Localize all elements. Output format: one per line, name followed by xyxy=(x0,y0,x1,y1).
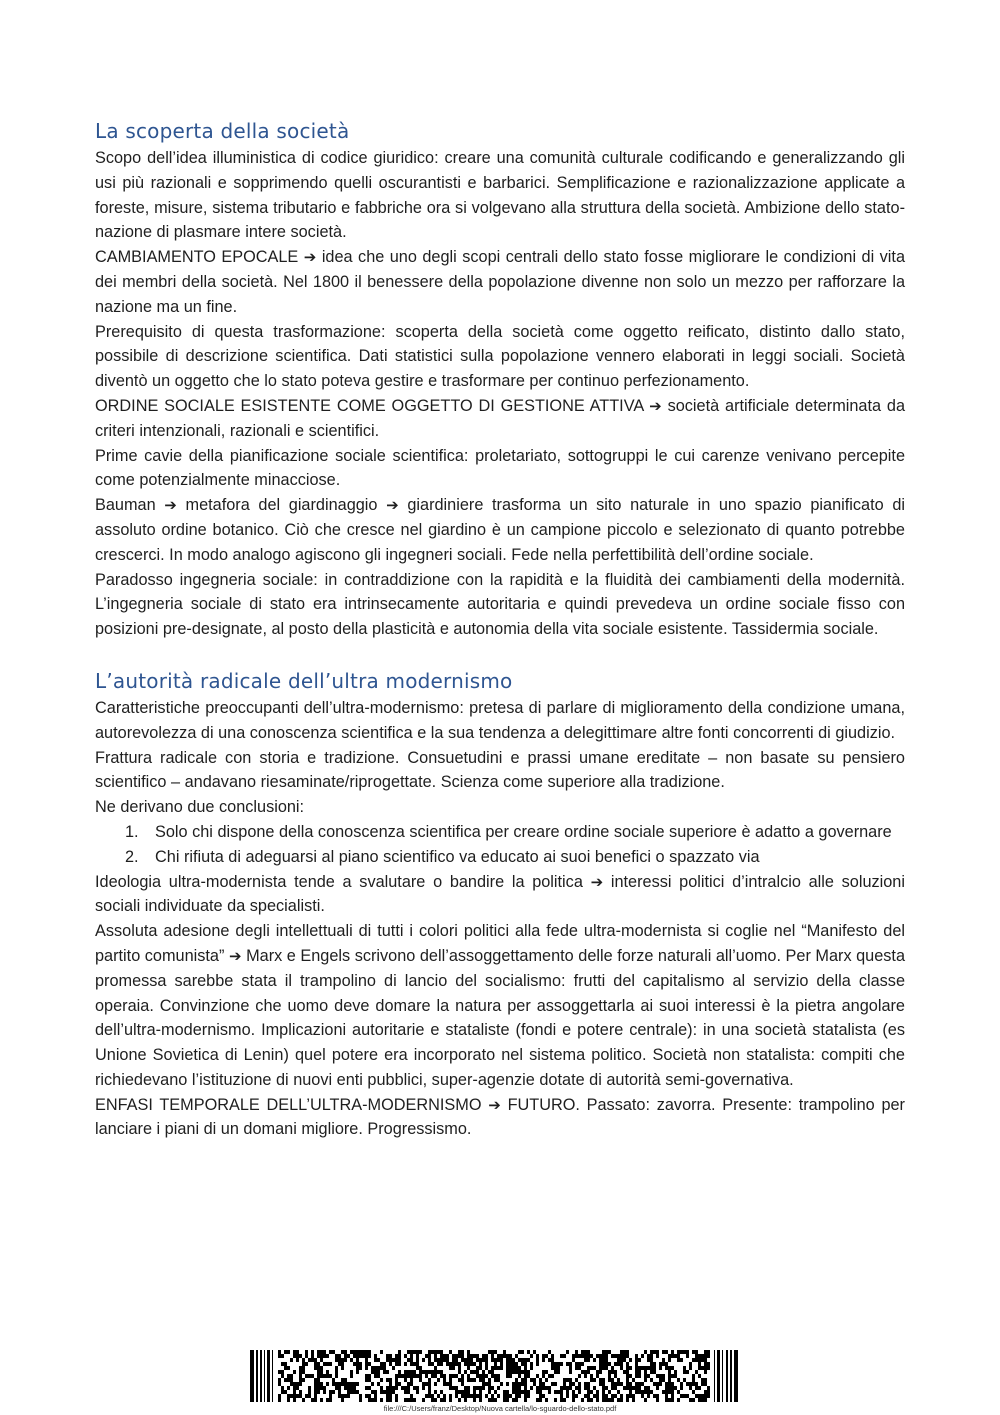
paragraph-text: CAMBIAMENTO EPOCALE xyxy=(95,248,299,267)
paragraph-text: idea che uno degli scopi centrali dello stato fosse migliorare le condizioni di vita dei membri della società. Nel 1800 il benessere della popolazione divenne non solo un mezzo per rafforzare la nazione ma un fine. xyxy=(95,248,906,316)
paragraph-text: FUTURO. Passato: zavorra. Presente: trampolino per lanciare i piani di un domani migliore. Progressismo. xyxy=(95,1095,905,1139)
list-item xyxy=(125,845,905,870)
list-item-text: Solo chi dispone della conoscenza scientifica per creare ordine sociale superiore è adatto a governare xyxy=(155,822,892,841)
section-heading-scoperta: La scoperta della società xyxy=(95,119,350,143)
list-item-text: Chi rifiuta di adeguarsi al piano scientifico va educato ai suoi benefici o spazzato via xyxy=(155,847,760,866)
paragraph-text: giardiniere trasforma un sito naturale in uno spazio pianificato di assoluto ordine botanico. Ciò che cresce nel giardino è un campione piccolo e selezionato di quanto potrebbe crescerci. In modo analogo agiscono gli ingegneri sociali. Fede nella perfettibilità dell’ordine sociale. xyxy=(95,496,905,564)
paragraph-text: ORDINE SOCIALE ESISTENTE COME OGGETTO DI GESTIONE ATTIVA xyxy=(95,396,644,415)
arrow-icon: ➔ xyxy=(303,248,317,267)
paragraph-text: interessi politici d’intralcio alle soluzioni sociali individuate da specialisti. xyxy=(95,872,905,916)
paragraph: Prime cavie della pianificazione sociale scientifica: proletariato, sottogruppi le cui carenze venivano percepite come potenzialmente minacciose. xyxy=(95,446,905,490)
list-item xyxy=(125,820,905,845)
paragraph xyxy=(95,394,905,444)
paragraph-text: metafora del giardinaggio xyxy=(185,496,378,515)
paragraph: Prerequisito di questa trasformazione: scoperta della società come oggetto reificato, distinto dallo stato, possibile di descrizione scientifica. Dati statistici sulla popolazione vennero elaborati in leggi sociali. Società diventò un oggetto che lo stato poteva gestire e trasformare per continuo perfezionamento. xyxy=(95,322,905,391)
paragraph xyxy=(95,493,905,567)
paragraph: Scopo dell’idea illuministica di codice giuridico: creare una comunità culturale codificando e generalizzando gli usi più razionali e sopprimendo quelli oscurantisti e barbarici. Semplificazione e razionalizzazione applicate a foreste, misure, sistema tributario e fabbriche ora si volgevano alla struttura della società. Ambizione dello stato-nazione di plasmare intere società. xyxy=(95,149,905,242)
paragraph-text: ENFASI TEMPORALE DELL’ULTRA-MODERNISMO xyxy=(95,1095,482,1114)
section-heading-autorita: L’autorità radicale dell’ultra modernismo xyxy=(95,668,513,693)
paragraph xyxy=(95,1093,905,1143)
paragraph xyxy=(95,245,905,319)
arrow-icon: ➔ xyxy=(164,496,177,515)
arrow-icon: ➔ xyxy=(488,1095,501,1114)
paragraph-text: Ideologia ultra-modernista tende a svalutare o bandire la politica xyxy=(95,872,583,891)
paragraph-text: Bauman xyxy=(95,496,156,515)
paragraph xyxy=(95,870,905,920)
paragraph xyxy=(95,919,905,1093)
barcode-icon xyxy=(250,1350,740,1402)
arrow-icon: ➔ xyxy=(590,872,604,891)
paragraph: Paradosso ingegneria sociale: in contraddizione con la rapidità e la fluidità dei cambiamenti della modernità. L’ingegneria sociale di stato era intrinsecamente autoritaria e quindi prevedeva un ordine sociale fisso con posizioni pre-designate, al posto della plasticità e autonomia della vita sociale esistente. Tassidermia sociale. xyxy=(95,570,905,639)
paragraph-text: società artificiale determinata da criteri intenzionali, razionali e scientifici. xyxy=(95,396,905,440)
paragraph-text: Marx e Engels scrivono dell’assoggettamento delle forze naturali all’uomo. Per Marx questa promessa sarebbe stata il trampolino di lancio del socialismo: frutti del capitalismo al servizio della classe operaia. Convinzione che uomo deve domare la natura per assoggettarla ai suoi interessi è la pietra angolare dell’ultra-modernismo. Implicazioni autoritarie e stataliste (fondi e potere centrale): in una società statalista (es Unione Sovietica di Lenin) quel potere era incorporato nel sistema politico. Società non statalista: compiti che richiedevano l’istituzione di nuovi enti pubblici, super-agenzie dotate di autorità semi-governativa. xyxy=(95,946,906,1089)
list-number: 2. xyxy=(125,847,139,866)
arrow-icon: ➔ xyxy=(649,396,662,415)
list-number: 1. xyxy=(125,822,139,841)
conclusions-list xyxy=(95,820,905,870)
document-page xyxy=(95,116,905,1142)
paragraph: Ne derivano due conclusioni: xyxy=(95,798,305,817)
paragraph: Caratteristiche preoccupanti dell’ultra-modernismo: pretesa di parlare di miglioramento della condizione umana, autorevolezza di una conoscenza scientifica e la sua tendenza a delegittimare altre fonti concorrenti di giudizio. xyxy=(95,698,905,742)
paragraph-text: Assoluta adesione degli intellettuali di tutti i colori politici alla fede ultra-modernista si coglie nel “Manifesto del partito comunista” xyxy=(95,922,905,965)
paragraph: Frattura radicale con storia e tradizione. Consuetudini e prassi umane ereditate – non basate su pensiero scientifico – andavano riesaminate/riprogettate. Scienza come superiore alla tradizione. xyxy=(95,748,905,792)
arrow-icon: ➔ xyxy=(386,496,399,515)
section-gap xyxy=(95,642,905,666)
arrow-icon: ➔ xyxy=(228,946,242,965)
footer-file-path: file:///C:/Users/franz/Desktop/Nuova cartella/lo-sguardo-dello-stato.pdf xyxy=(383,1404,617,1413)
